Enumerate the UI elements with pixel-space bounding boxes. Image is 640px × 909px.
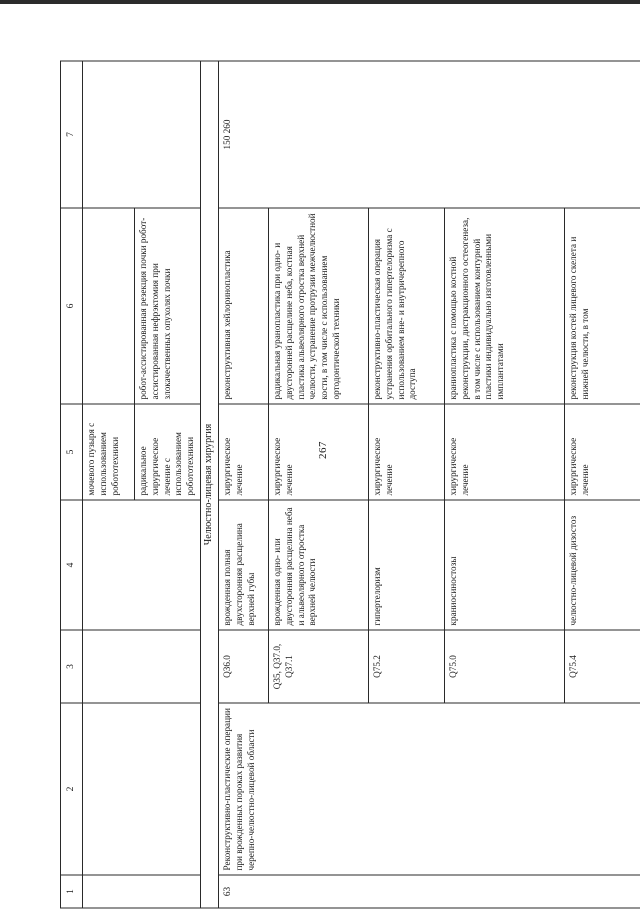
patient-model: челюстно-лицевой дизостоз xyxy=(565,500,640,630)
column-number-2: 2 xyxy=(61,703,83,875)
treatment-type: хирургическое лечение xyxy=(269,404,369,500)
treatment-method: радикальная уранопластика при одно- и двусторонней расщелине неба, костная пластика альвеолярного отростка верхней челюсти, устранение протрузии межчелюстной кости, в том числе с использованием ортодонтической техники xyxy=(269,208,369,404)
treatment-method: реконструктивная хейлоринопластика xyxy=(219,208,269,404)
medical-care-table xyxy=(60,61,640,909)
continuation-cell-7 xyxy=(83,61,201,208)
treatment-method: реконструкция костей лицевого скелета и нижней челюсти, в том xyxy=(565,208,640,404)
patient-model: гипертелоризм xyxy=(369,500,445,630)
treatment-method: краниопластика с помощью костной реконструкции, дистракционного остеогенеза, в том числе с использованием контурной пластики индивидуально изготовленными имплантатами xyxy=(445,208,565,404)
diagnosis-code: Q35, Q37.0, Q37.1 xyxy=(269,630,369,703)
column-number-5: 5 xyxy=(61,404,83,500)
column-number-7: 7 xyxy=(61,61,83,208)
page-number: 267 xyxy=(317,441,329,459)
diagnosis-code: Q75.2 xyxy=(369,630,445,703)
continuation-method-bottom: робот-ассистированная резекция почки робот-ассистированная нефрэктомия при злокачественных опухолях почки xyxy=(135,208,201,404)
entry-number: 63 xyxy=(219,875,640,908)
continuation-method-top xyxy=(83,208,135,404)
continuation-cell-2 xyxy=(83,703,201,875)
entry-cost: 150 260 xyxy=(219,61,640,208)
scan-edge xyxy=(0,0,640,4)
column-number-4: 4 xyxy=(61,500,83,630)
rotated-table-sheet xyxy=(60,62,640,909)
continuation-cell-3 xyxy=(83,630,201,703)
treatment-method: реконструктивно-пластическая операция устранения орбитального гипертелоризма с использованием вне- и внутричерепного доступа xyxy=(369,208,445,404)
treatment-type: хирургическое лечение xyxy=(369,404,445,500)
column-number-3: 3 xyxy=(61,630,83,703)
treatment-type: хирургическое лечение xyxy=(445,404,565,500)
patient-model: краниосиностозы xyxy=(445,500,565,630)
diagnosis-code: Q36.0 xyxy=(219,630,269,703)
treatment-type: хирургическое лечение xyxy=(565,404,640,500)
continuation-row-top xyxy=(83,61,135,908)
entry-name: Реконструктивно-пластические операции при врожденных пороках развития черепно-челюстно-лицевой области xyxy=(219,703,640,875)
section-title: Челюстно-лицевая хирургия xyxy=(201,61,219,908)
continuation-treatment-top: мочевого пузыря с использованием робототехники xyxy=(83,404,135,500)
section-heading-row xyxy=(201,61,219,908)
column-number-1: 1 xyxy=(61,875,83,908)
patient-model: врожденная полная двухсторонняя расщелина верхней губы xyxy=(219,500,269,630)
patient-model: врожденная одно- или двусторонняя расщелина неба и альвеолярного отростка верхней челюсти xyxy=(269,500,369,630)
diagnosis-code: Q75.4 xyxy=(565,630,640,703)
continuation-treatment-bottom: радикальное хирургическое лечение с использованием робототехники xyxy=(135,404,201,500)
diagnosis-code: Q75.0 xyxy=(445,630,565,703)
table-row xyxy=(219,61,269,908)
treatment-type: хирургическое лечение xyxy=(219,404,269,500)
continuation-cell-1 xyxy=(83,875,201,908)
column-number-row xyxy=(61,61,83,908)
column-number-6: 6 xyxy=(61,208,83,404)
continuation-cell-4 xyxy=(83,500,201,630)
